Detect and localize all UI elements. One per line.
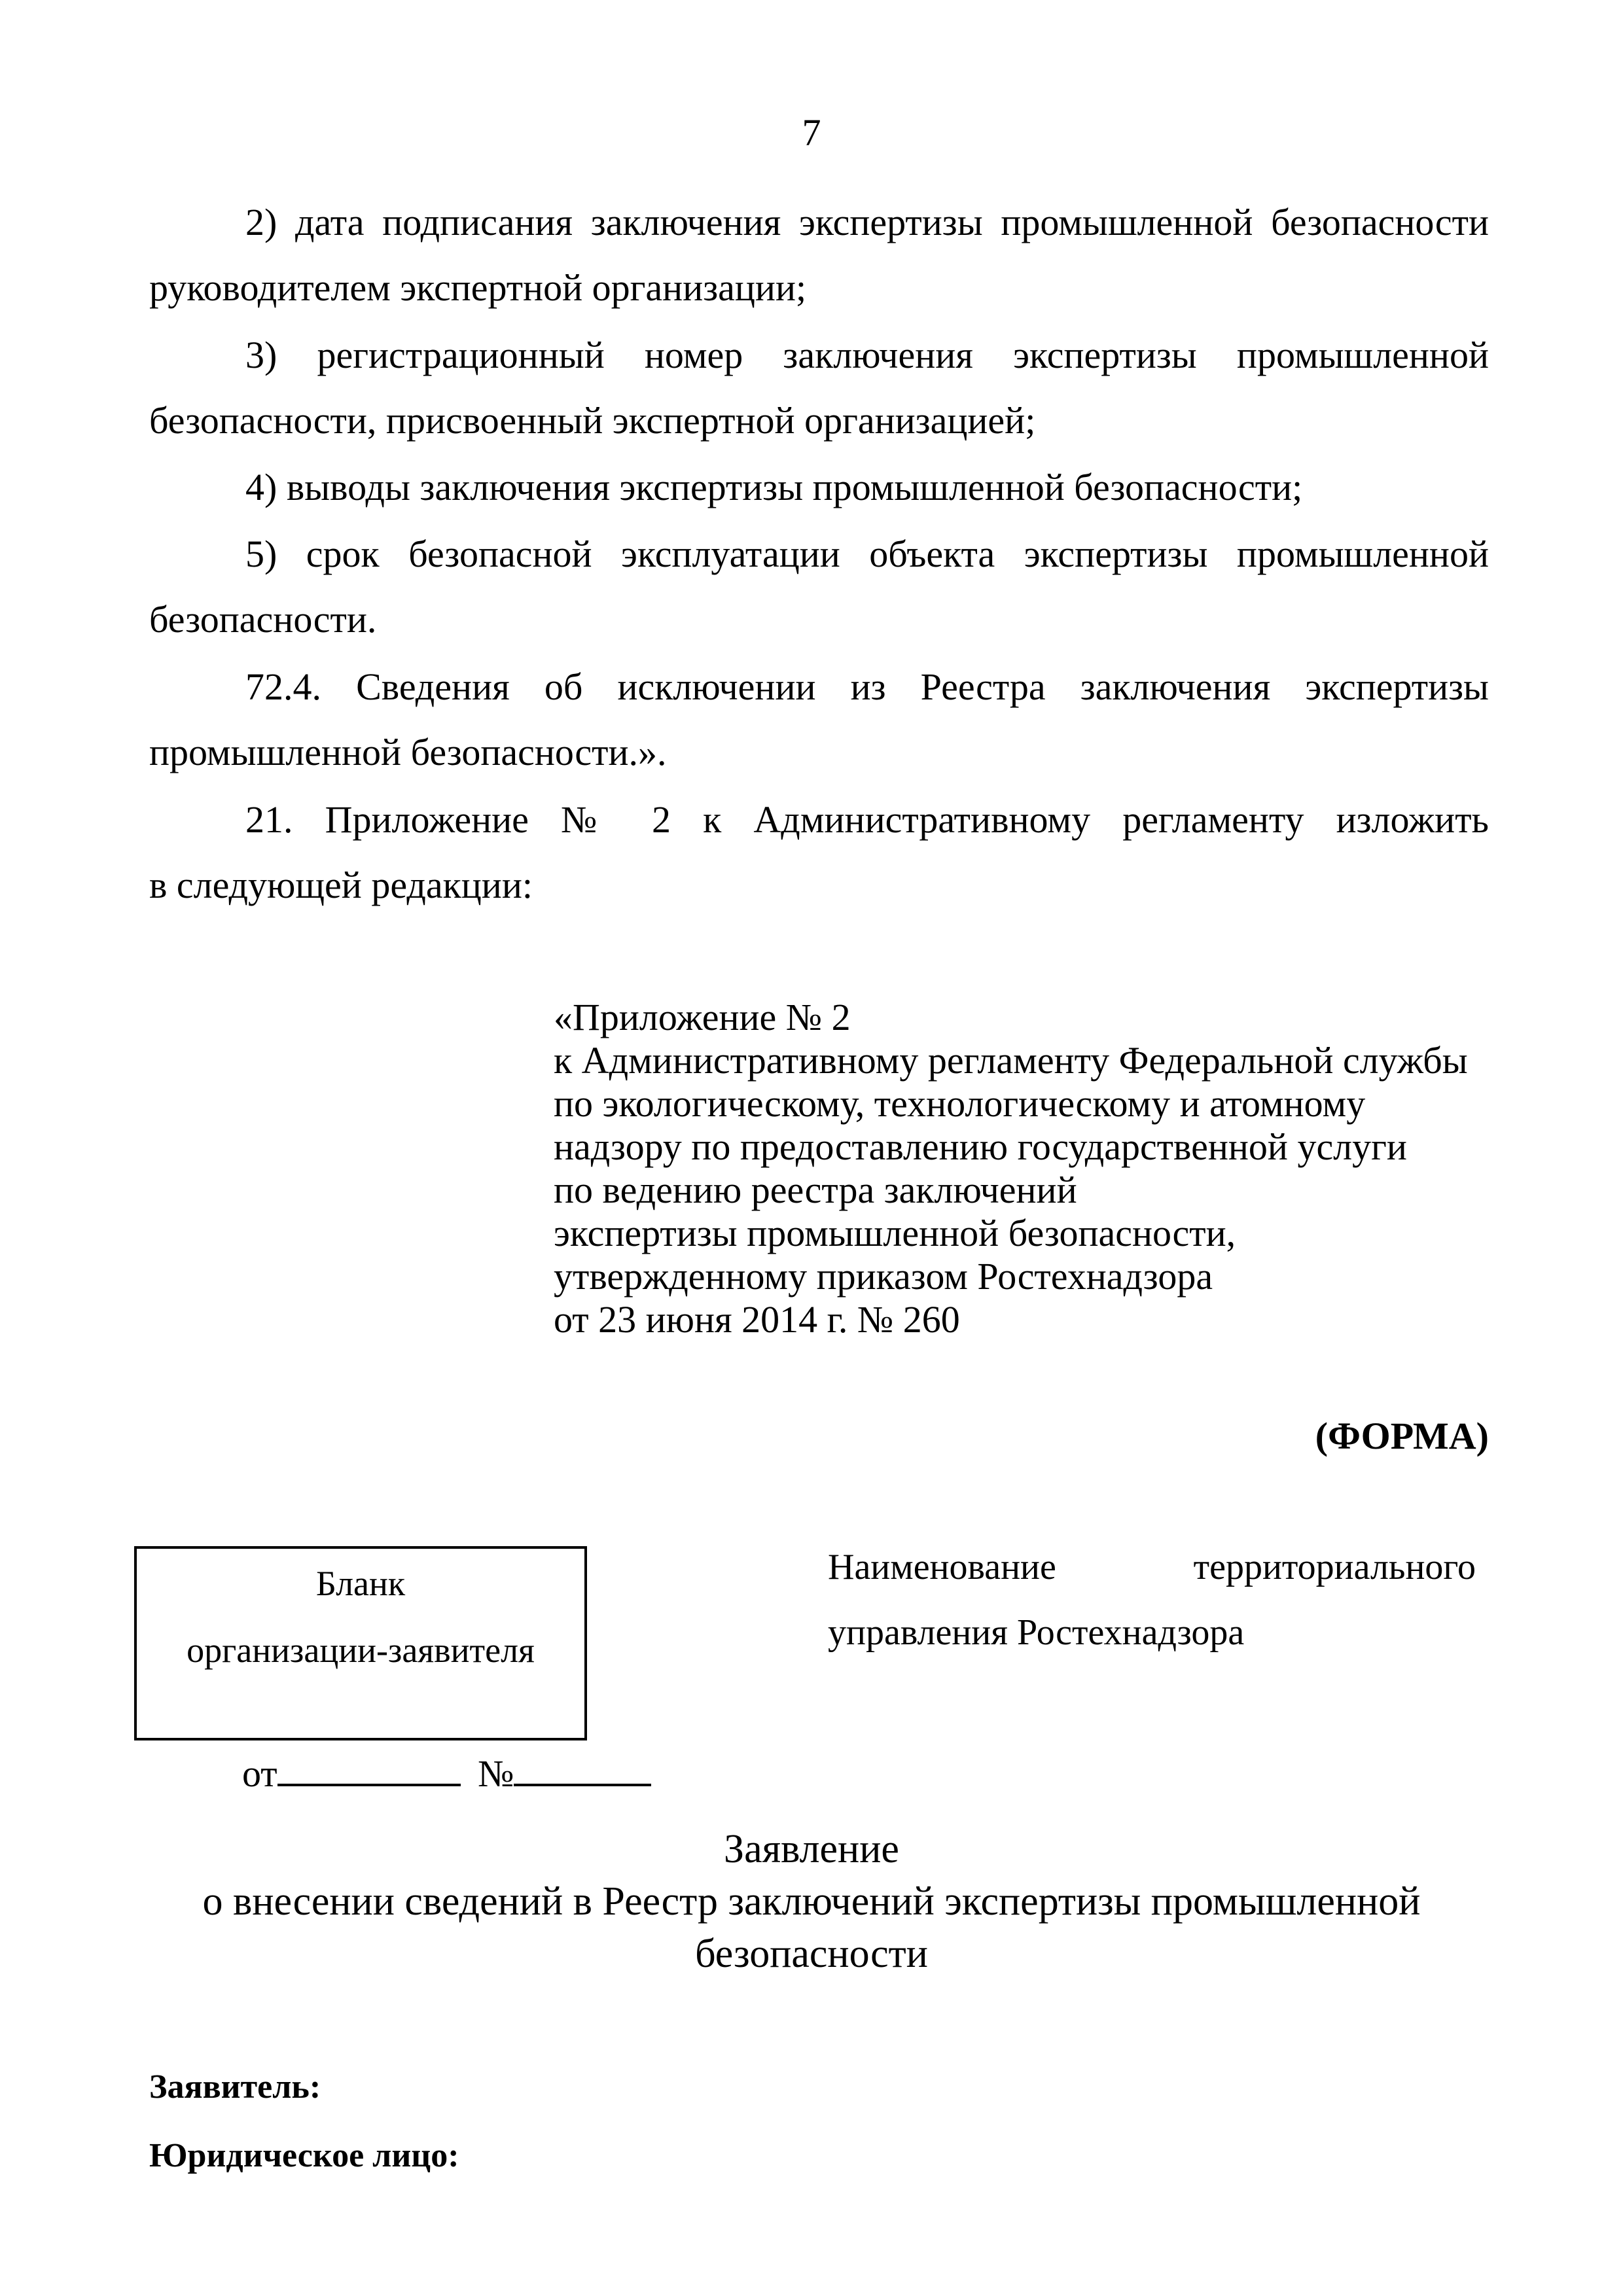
- letterhead-line-1: Бланк: [315, 1564, 406, 1603]
- number-blank[interactable]: [514, 1747, 651, 1786]
- para-4-line-2: безопасности.: [149, 598, 377, 641]
- appendix-line-4: надзору по предоставлению государственной услуги: [554, 1125, 1407, 1168]
- appendix-line-5: по ведению реестра заключений: [554, 1169, 1077, 1211]
- legal-entity-label: Юридическое лицо:: [149, 2137, 459, 2174]
- date-number-line: [242, 1747, 651, 1797]
- application-title: Заявление: [724, 1827, 899, 1871]
- para-5-line-2: промышленной безопасности.».: [149, 731, 667, 773]
- date-blank[interactable]: [277, 1747, 461, 1786]
- para-5-line-1: 72.4. Сведения об исключении из Реестра заключения экспертизы: [245, 665, 1489, 708]
- para-6-line-1: 21. Приложение № 2 к Административному регламенту изложить: [245, 798, 1489, 841]
- number-label: №: [478, 1752, 514, 1795]
- letterhead-line-2: организации-заявителя: [187, 1631, 535, 1670]
- applicant-label: Заявитель:: [149, 2068, 321, 2106]
- para-2-line-1: 3) регистрационный номер заключения экспертизы промышленной: [245, 334, 1489, 376]
- addressee-word-1: Наименование: [828, 1547, 1056, 1587]
- para-2-line-2: безопасности, присвоенный экспертной организацией;: [149, 399, 1036, 442]
- appendix-line-3: по экологическому, технологическому и атомному: [554, 1082, 1366, 1125]
- appendix-line-1: «Приложение № 2: [554, 996, 851, 1038]
- from-label: от: [242, 1752, 277, 1795]
- para-6-line-2: в следующей редакции:: [149, 864, 533, 906]
- form-label: (ФОРМА): [1315, 1415, 1489, 1457]
- para-1-line-2: руководителем экспертной организации;: [149, 266, 807, 309]
- addressee-word-2: территориального: [1193, 1547, 1476, 1587]
- para-3-line-1: 4) выводы заключения экспертизы промышленной безопасности;: [245, 466, 1303, 508]
- appendix-line-2: к Административному регламенту Федеральной службы: [554, 1039, 1468, 1082]
- appendix-line-6: экспертизы промышленной безопасности,: [554, 1212, 1236, 1254]
- para-1-line-1: 2) дата подписания заключения экспертизы промышленной безопасности: [245, 201, 1489, 243]
- addressee-line-2: управления Ростехнадзора: [828, 1612, 1245, 1653]
- appendix-line-8: от 23 июня 2014 г. № 260: [554, 1298, 960, 1341]
- page-number: 7: [802, 111, 821, 154]
- para-4-line-1: 5) срок безопасной эксплуатации объекта экспертизы промышленной: [245, 533, 1489, 575]
- appendix-line-7: утвержденному приказом Ростехнадзора: [554, 1255, 1213, 1298]
- addressee-line-1: [828, 1544, 1476, 1590]
- application-subtitle-line-1: о внесении сведений в Реестр заключений экспертизы промышленной: [202, 1879, 1421, 1924]
- letterhead-box: [134, 1546, 587, 1740]
- application-subtitle-line-2: безопасности: [695, 1932, 928, 1976]
